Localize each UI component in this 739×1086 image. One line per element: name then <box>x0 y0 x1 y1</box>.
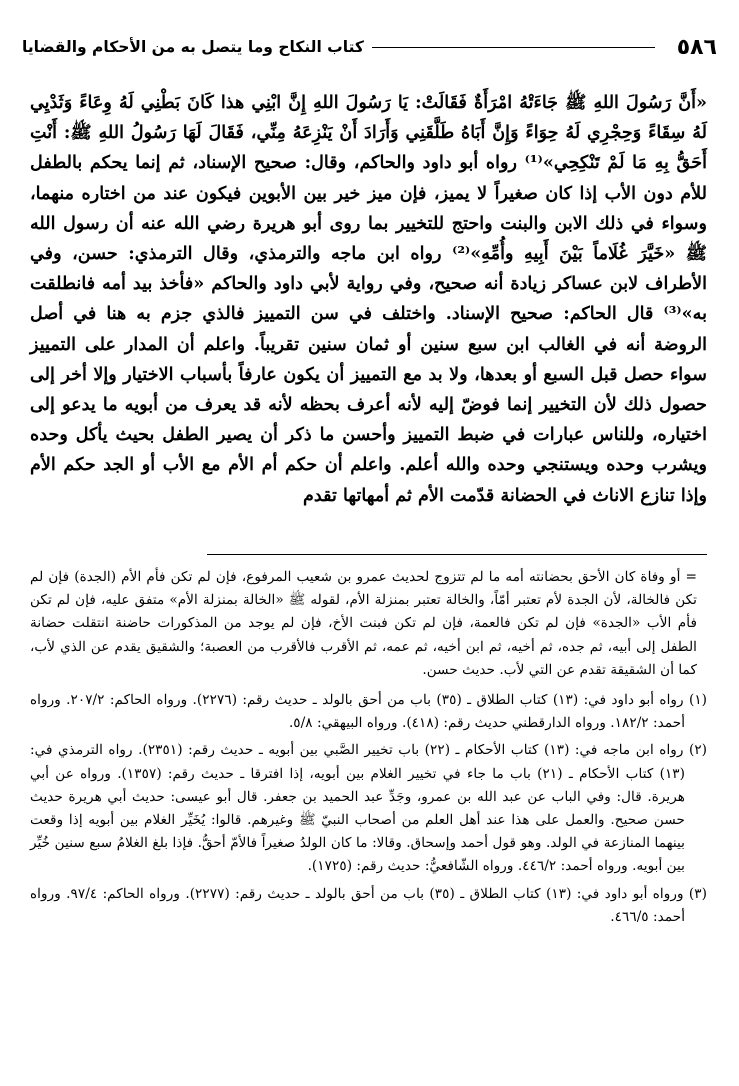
main-text <box>30 88 707 511</box>
page-number: ٥٨٦ <box>676 34 717 60</box>
footnote-3: (٣) ورواه أبو داود في: (١٣) كتاب الطلاق ـ (٣٥) باب من أحق بالولد ـ حديث رقم: (٢٢٧٧). ورواه الحاكم: ٩٧/٤. ورواه أحمد: ٤٦٦/٥. <box>30 885 707 925</box>
footnote-1: (١) رواه أبو داود في: (١٣) كتاب الطلاق ـ (٣٥) باب من أحق بالولد ـ حديث رقم: (٢٢٧٦). ورواه الحاكم: ٢٠٧/٢. ورواه أحمد: ١٨٢/٢. ورواه الدارقطني حديث رقم: (٤١٨). ورواه البيهقي: ٥/٨. <box>30 692 708 732</box>
footnote-divider <box>207 554 707 555</box>
footnotes <box>30 566 707 933</box>
page-header <box>22 30 717 64</box>
footnote-2: (٢) رواه ابن ماجه في: (١٣) كتاب الأحكام ـ (٢٢) باب تخيير الصَّبي بين أبويه ـ حديث رقم: (٢٣٥١). رواه الترمذي في: (١٣) كتاب الأحكام ـ (٢١) باب ما جاء في تخيير الغلام بين أبويه، إذا افترقا ـ حديث رقم: (١٣٥٧). ورواه عن أبي هريرة. قال: وفي الباب عن عبد الله بن عمرو، وجَدِّ عبد الحميد بن جعفر. قال أبو عيسى: حديث أبي هريرة حديث حسن صحيح. والعمل على هذا عند أهل العلم من أصحاب النبيّ ﷺ وغيرهم. قالوا: يُخَيِّر الغلام بين أبويه إذا وقعت بينهما المنازعة في الولد. وهو قول أحمد وإسحاق. وقالا: ما كان الولدُ صغيراً فالأمّ أحقُّ. فإذا بلغ الغلامُ سبع سنين خُيِّر بين أبويه. ورواه أحمد: ٤٤٦/٢. ورواه الشّافعيُّ: حديث رقم: (١٧٢٥). <box>30 742 708 875</box>
running-title: كتاب النكاح وما يتصل به من الأحكام والقضايا <box>22 38 364 56</box>
header-rule <box>372 47 655 48</box>
footnote-continuation: = أو وفاة كان الأحق بحضانته أمه ما لم تتزوج لحديث عمرو بن شعيب المرفوع، فإن لم تكن فأم الأم (الجدة) فإن لم تكن فالخالة، لأن الجدة لأم تعتبر أمّاً، والخالة تعتبر بمنزلة الأم، لقوله ﷺ «الخالة بمنزلة الأم» متفق عليه، فإن لم تكن فأم الأب «الجدة» فإن لم تكن فالعمة، فإن لم تكن فبنت الأخ، فإن لم يوجد من المذكورات حاضنة انتقلت حضانة الطفل إلى أبيه، ثم جده، ثم أخيه، ثم ابن أخيه، ثم عمه، ثم الأقرب فالأقرب من العصبة؛ والشقيق يقدم عن الذي لأب، كما أن الشقيقة تقدم عن التي لأب. حديث حسن. <box>30 569 697 678</box>
main-paragraph: «أَنَّ رَسُولَ اللهِ ﷺ جَاءَتْهُ امْرَأَةٌ فَقَالَتْ: يَا رَسُولَ اللهِ إِنَّ ابْنِي هذا كَانَ بَطْنِي لَهُ وِعَاءً وَثَدْيِي لَهُ سِقَاءً وَحِجْرِي لَهُ حِوَاءً وَإِنَّ أَبَاهُ طَلَّقَنِي وَأَرَادَ أَنْ يَنْزِعَهُ مِنِّي، فَقَالَ لَهَا رَسُولُ اللهِ ﷺ: أَنْتِ أَحَقُّ بِهِ مَا لَمْ تَنْكِحِي»⁽¹⁾ رواه أبو داود والحاكم، وقال: صحيح الإسناد، ثم إنما يحكم بالطفل للأم دون الأب إذا كان صغيراً لا يميز، فإن ميز خير بين الأبوين فيكون عند من اختاره منهما، وسواء في ذلك الابن والبنت واحتج للتخيير بما روى أبو هريرة رضي الله عنه أن رسول الله ﷺ «خَيَّرَ غُلَاماً بَيْنَ أَبِيهِ وأُمِّهِ»⁽²⁾ رواه ابن ماجه والترمذي، وقال الترمذي: حسن، وفي الأطراف لابن عساكر زيادة أنه صحيح، وفي رواية لأبي داود والحاكم «فأخذ بيد أمه فانطلقت به»⁽³⁾ قال الحاكم: صحيح الإسناد. واختلف في سن التمييز فالذي جزم به هنا في أصل الروضة أنه في الغالب ابن سبع سنين أو ثمان سنين تقريباً. واعلم أن المدار على التمييز سواء حصل قبل السبع أو بعدها، ولا بد مع التمييز أن يكون عارفاً بأسباب الاختيار وإلا أخر إلى حصول ذلك لأن التخيير إنما فوضّ إليه لأنه أعرف بحظه لأنه قد يعرف من أبويه ما يدعو إلى اختياره، وللناس عبارات في ضبط التمييز وأحسن ما ذكر أن يصير الطفل بحيث يأكل وحده ويشرب وحده ويستنجي وحده والله أعلم. واعلم أن حكم أم الأم مع الأب أو الجد حكم الأم وإذا تنازع الاناث في الحضانة قدّمت الأم ثم أمهاتها تقدم <box>30 92 707 506</box>
